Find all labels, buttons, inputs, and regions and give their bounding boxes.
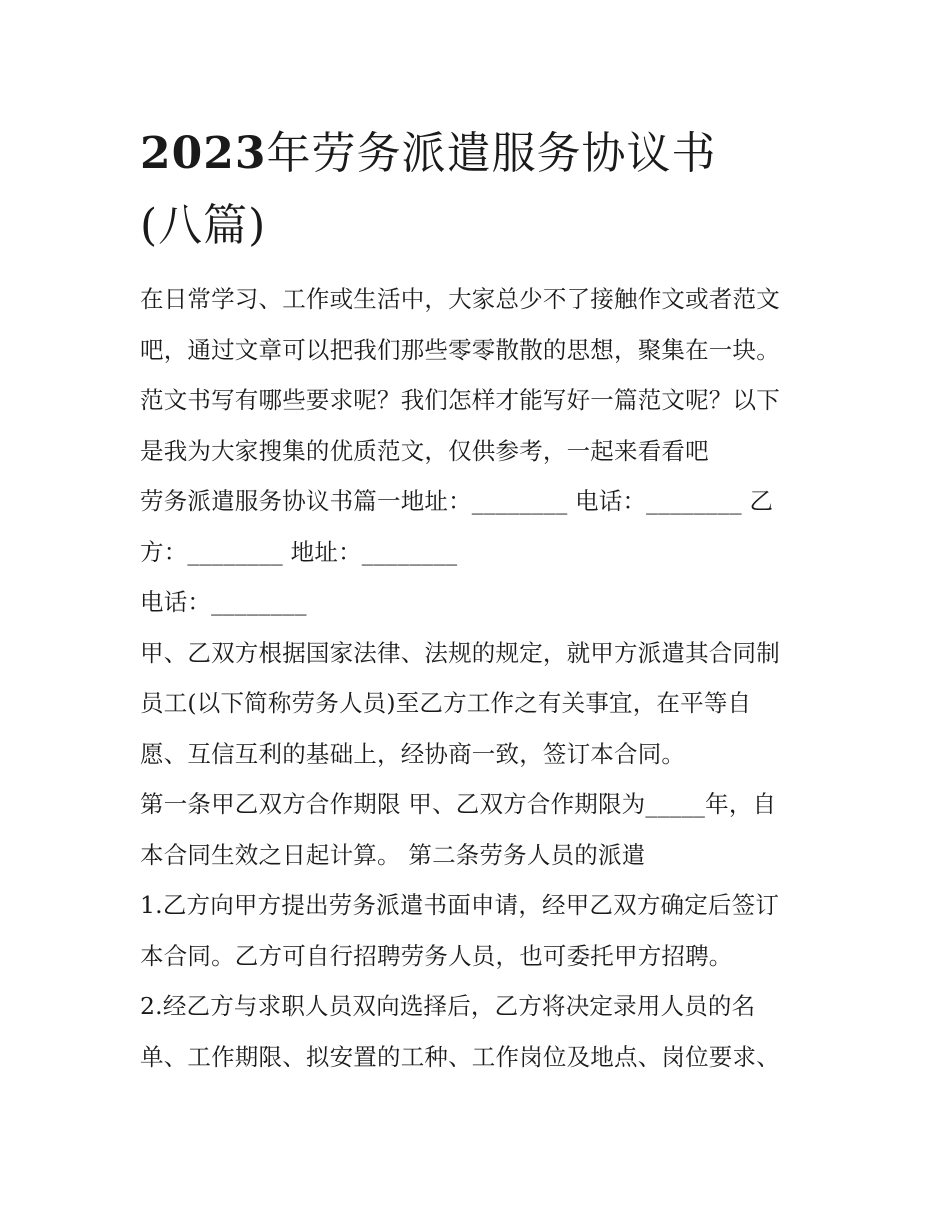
- body-line: 员工(以下简称劳务人员)至乙方工作之有关事宜，在平等自: [140, 689, 752, 717]
- body-line: 劳务派遣服务协议书篇一地址：________ 电话：________ 乙: [140, 487, 774, 515]
- title-text: 年劳务派遣服务协议书: [266, 128, 717, 179]
- body-line: 2.经乙方与求职人员双向选择后，乙方将决定录用人员的名: [140, 992, 756, 1020]
- body-line: 方：________ 地址：________: [140, 537, 458, 566]
- body-line: 电话：________: [140, 588, 307, 616]
- body-line: 单、工作期限、拟安置的工种、工作岗位及地点、岗位要求、: [140, 1042, 780, 1071]
- body-line: 本合同。乙方可自行招聘劳务人员，也可委托甲方招聘。: [140, 941, 733, 970]
- body-line: 愿、互信互利的基础上，经协商一致，签订本合同。: [140, 739, 686, 768]
- document-page: [140, 118, 820, 1082]
- body-line: 是我为大家搜集的优质范文，仅供参考，一起来看看吧: [140, 436, 709, 465]
- body-line: 甲、乙双方根据国家法律、法规的规定，就甲方派遣其合同制: [140, 638, 780, 667]
- body-line: 在日常学习、工作或生活中，大家总少不了接触作文或者范文: [140, 285, 780, 313]
- body-line: 吧，通过文章可以把我们那些零零散散的思想，聚集在一块。: [140, 335, 780, 364]
- title-subtitle: (八篇): [140, 200, 267, 251]
- body-line: 1.乙方向甲方提出劳务派遣书面申请，经甲乙双方确定后签订: [140, 891, 780, 919]
- title-year: 2023: [140, 128, 267, 179]
- body-line: 范文书写有哪些要求呢？我们怎样才能写好一篇范文呢？以下: [140, 386, 780, 414]
- body-line: 第一条甲乙双方合作期限 甲、乙双方合作期限为_____年，自: [140, 790, 777, 818]
- document-title: [140, 118, 820, 262]
- body-line: 本合同生效之日起计算。 第二条劳务人员的派遣: [140, 840, 646, 869]
- document-body: [140, 274, 820, 1082]
